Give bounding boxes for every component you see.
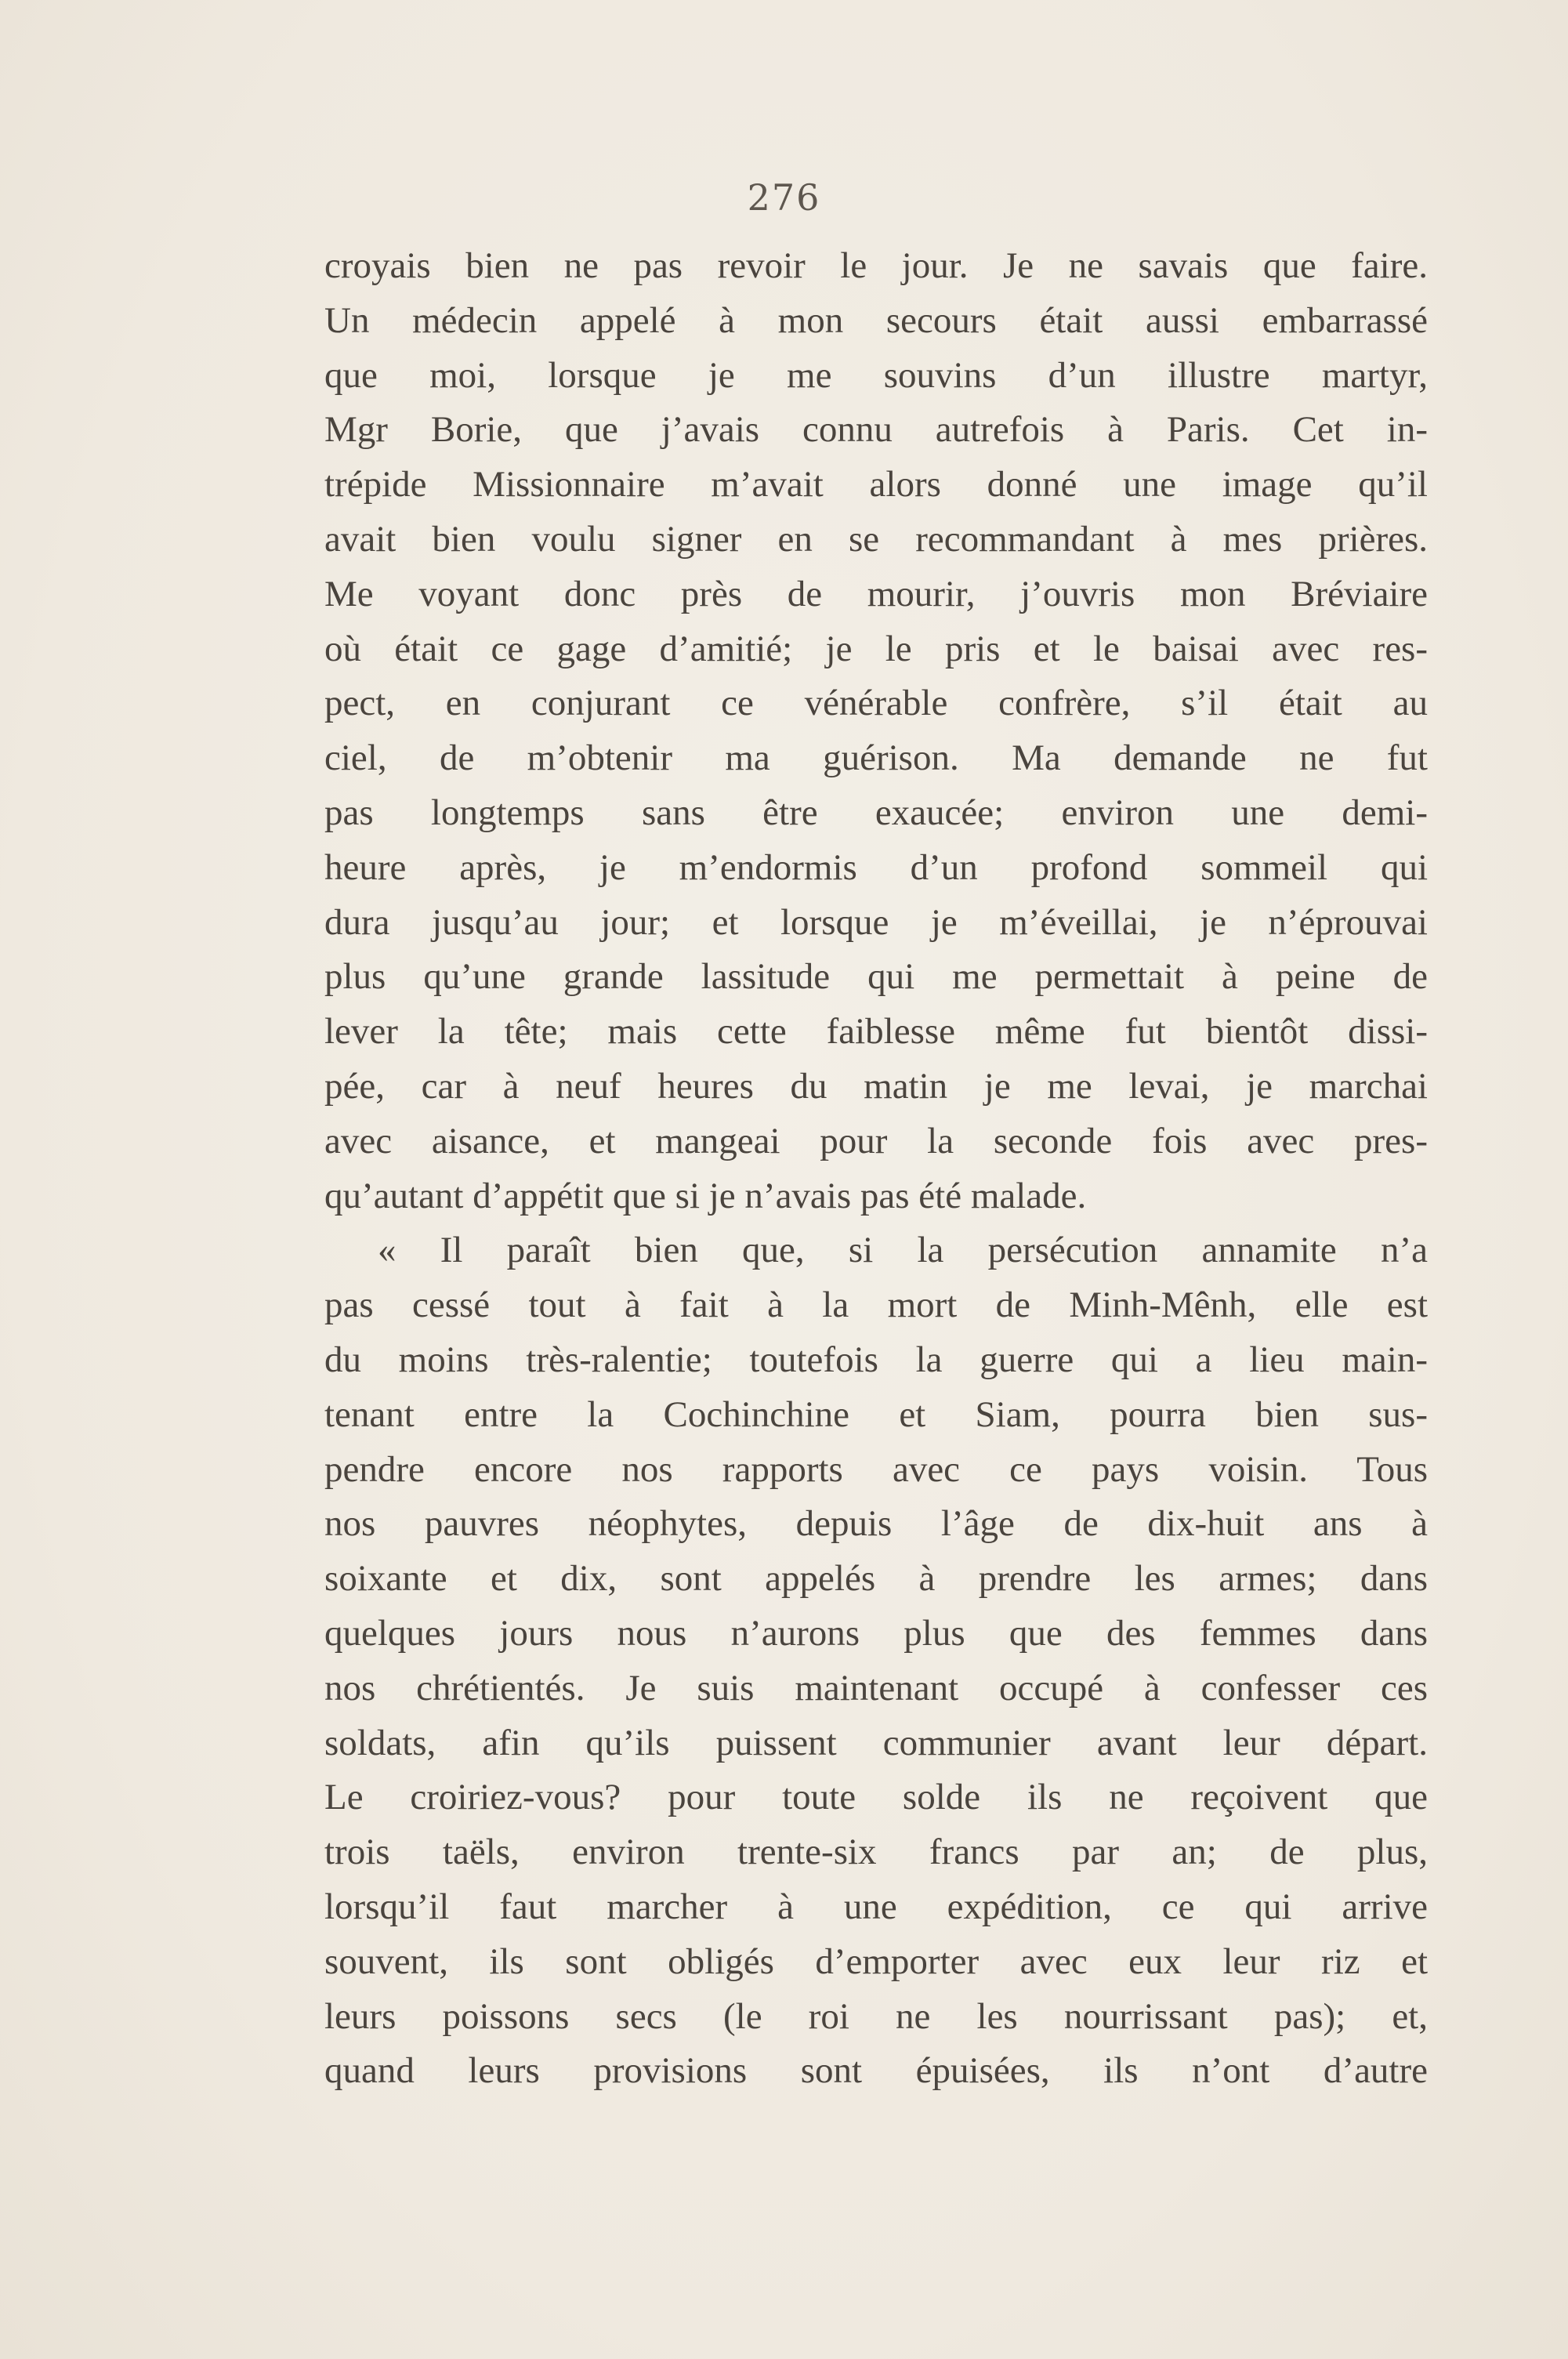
text-line: pas longtemps sans être exaucée; environ une demi-: [324, 792, 1428, 833]
body-text: [324, 239, 1428, 2099]
text-line: lever la tête; mais cette faiblesse même fut bientôt dissi-: [324, 1011, 1428, 1053]
text-line: lorsqu’il faut marcher à une expédition, ce qui arrive: [324, 1886, 1428, 1927]
text-line: leurs poissons secs (le roi ne les nourrissant pas); et,: [324, 1995, 1428, 2037]
text-line: trépide Missionnaire m’avait alors donné une image qu’il: [324, 464, 1428, 506]
text-line: pée, car à neuf heures du matin je me levai, je marchai: [324, 1065, 1428, 1107]
page-number: 276: [747, 176, 821, 219]
text-line: souvent, ils sont obligés d’emporter avec eux leur riz et: [324, 1940, 1428, 1982]
text-line: nos chrétientés. Je suis maintenant occupé à confesser ces: [324, 1667, 1428, 1709]
paragraph-start-line: « Il paraît bien que, si la persécution annamite n’a: [378, 1230, 1428, 1271]
text-line: soldats, afin qu’ils puissent communier avant leur départ.: [324, 1722, 1428, 1763]
text-line: heure après, je m’endormis d’un profond sommeil qui: [324, 846, 1428, 888]
text-line: nos pauvres néophytes, depuis l’âge de dix-huit ans à: [324, 1503, 1428, 1545]
text-line: dura jusqu’au jour; et lorsque je m’éveillai, je n’éprouvai: [324, 901, 1428, 943]
text-line: ciel, de m’obtenir ma guérison. Ma demande ne fut: [324, 737, 1428, 779]
text-line: pas cessé tout à fait à la mort de Minh-Mênh, elle est: [324, 1285, 1428, 1326]
text-line: Le croiriez-vous? pour toute solde ils ne reçoivent que: [324, 1777, 1428, 1818]
text-line: quand leurs provisions sont épuisées, ils n’ont d’autre: [324, 2050, 1428, 2092]
text-line: tenant entre la Cochinchine et Siam, pourra bien sus-: [324, 1393, 1428, 1435]
text-line: plus qu’une grande lassitude qui me permettait à peine de: [324, 956, 1428, 998]
text-line: pendre encore nos rapports avec ce pays voisin. Tous: [324, 1448, 1428, 1490]
text-line: Un médecin appelé à mon secours était aussi embarrassé: [324, 299, 1428, 341]
text-line: croyais bien ne pas revoir le jour. Je ne savais que faire.: [324, 245, 1428, 286]
text-line: quelques jours nous n’aurons plus que des femmes dans: [324, 1612, 1428, 1654]
text-line: où était ce gage d’amitié; je le pris et le baisai avec res-: [324, 628, 1428, 669]
paragraph-end-line: qu’autant d’appétit que si je n’avais pas été malade.: [324, 1175, 1087, 1216]
text-line: Me voyant donc près de mourir, j’ouvris mon Bréviaire: [324, 573, 1428, 614]
text-line: que moi, lorsque je me souvins d’un illustre martyr,: [324, 354, 1428, 396]
text-line: trois taëls, environ trente-six francs par an; de plus,: [324, 1832, 1428, 1873]
text-line: pect, en conjurant ce vénérable confrère, s’il était au: [324, 683, 1428, 724]
text-line: avec aisance, et mangeai pour la seconde fois avec pres-: [324, 1120, 1428, 1161]
text-line: soixante et dix, sont appelés à prendre les armes; dans: [324, 1558, 1428, 1600]
text-line: Mgr Borie, que j’avais connu autrefois à Paris. Cet in-: [324, 409, 1428, 451]
text-line: du moins très-ralentie; toutefois la guerre qui a lieu main-: [324, 1339, 1428, 1380]
text-line: avait bien voulu signer en se recommandant à mes prières.: [324, 518, 1428, 560]
